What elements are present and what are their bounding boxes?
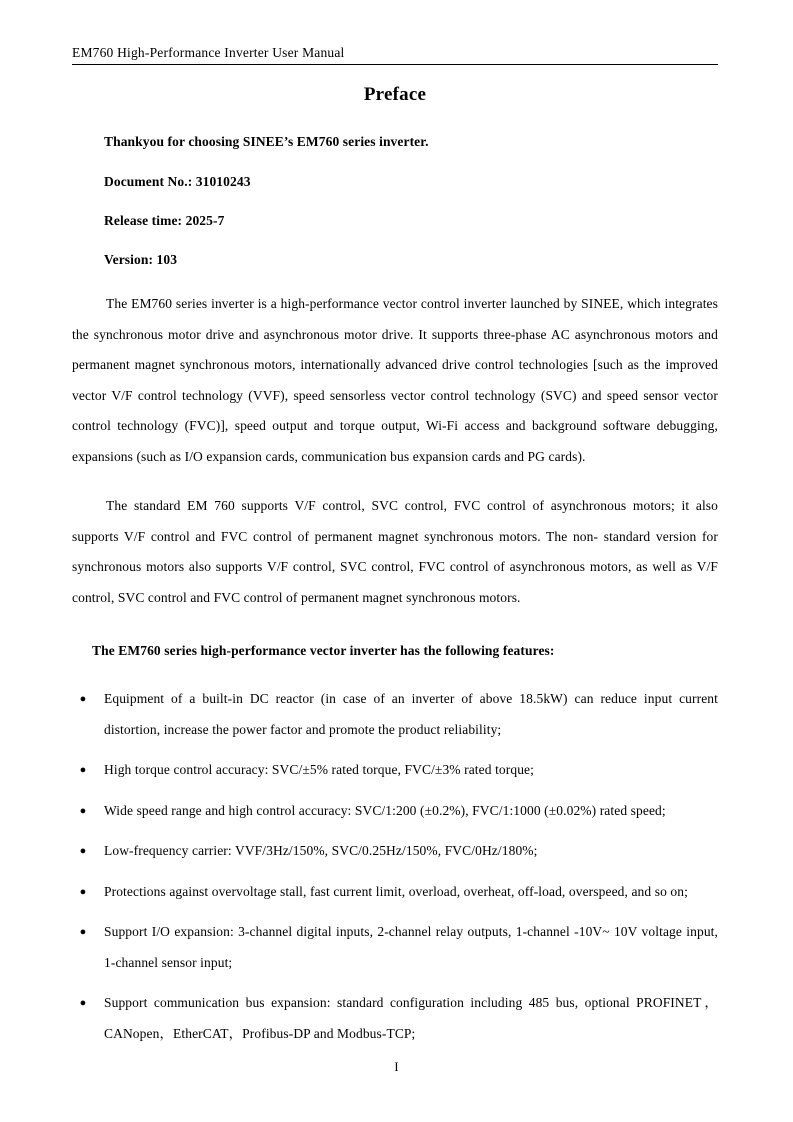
running-header-title: EM760 High-Performance Inverter User Manual xyxy=(72,45,345,60)
list-item-text: Support I/O expansion: 3-channel digital inputs, 2-channel relay outputs, 1-channel -10V~ 10V voltage input, 1-channel sensor input; xyxy=(104,924,718,970)
list-item-text: Wide speed range and high control accuracy: SVC/1:200 (±0.2%), FVC/1:1000 (±0.02%) rated speed; xyxy=(104,802,666,818)
release-time-line: Release time: 2025-7 xyxy=(104,213,225,228)
version-line: Version: 103 xyxy=(104,252,178,267)
bullet-icon: ● xyxy=(79,885,87,898)
front-matter-block xyxy=(72,132,718,269)
paragraph-intro: The EM760 series inverter is a high-performance vector control inverter launched by SINEE, which integrates the synchronous motor drive and asynchronous motor drive. It supports three-phase AC asynchronous motors and permanent magnet synchronous motors, internationally advanced drive control technologies [such as the improved vector V/F control technology (VVF), speed sensorless vector control technology (SVC) and speed sensor vector control technology (FVC)], speed output and torque output, Wi-Fi access and background software debugging, expansions (such as I/O expansion cards, communication bus expansion cards and PG cards). xyxy=(72,296,718,464)
list-item xyxy=(72,988,718,1049)
thanks-line: Thankyou for choosing SINEE’s EM760 series inverter. xyxy=(104,134,429,149)
list-item-text: Support communication bus expansion: standard configuration including 485 bus, optional PROFINET，CANopen，EtherCAT，Profibus-DP and Modbus-TCP; xyxy=(104,995,718,1041)
list-item xyxy=(72,796,718,827)
page-footer xyxy=(0,1058,793,1076)
list-item-text: High torque control accuracy: SVC/±5% rated torque, FVC/±3% rated torque; xyxy=(104,762,535,777)
features-heading: The EM760 series high-performance vector inverter has the following features: xyxy=(92,643,555,658)
list-item xyxy=(72,917,718,978)
bullet-icon: ● xyxy=(79,804,87,817)
list-item-text: Equipment of a built-in DC reactor (in case of an inverter of above 18.5kW) can reduce input current distortion, increase the power factor and promote the product reliability; xyxy=(104,691,718,737)
list-item-text: Protections against overvoltage stall, fast current limit, overload, overheat, off-load, overspeed, and so on; xyxy=(104,883,688,899)
page-number: I xyxy=(394,1060,399,1074)
list-item xyxy=(72,877,718,908)
list-item xyxy=(72,684,718,745)
features-list xyxy=(72,684,718,1049)
running-header xyxy=(72,44,718,65)
document-number-line: Document No.: 31010243 xyxy=(104,174,251,189)
bullet-icon: ● xyxy=(79,845,87,857)
list-item xyxy=(72,755,718,786)
paragraph-standard-support: The standard EM 760 supports V/F control, SVC control, FVC control of asynchronous motors; it also supports V/F control and FVC control of permanent magnet synchronous motors. The non- standard version for synchronous motors also supports V/F control, SVC control, FVC control of asynchronous motors, as well as V/F control, SVC control and FVC control of permanent magnet synchronous motors. xyxy=(72,498,718,605)
header-divider xyxy=(72,64,718,65)
page-title: Preface xyxy=(363,84,427,105)
list-item xyxy=(72,836,718,867)
bullet-icon: ● xyxy=(79,764,87,776)
document-body xyxy=(72,82,718,1049)
bullet-icon: ● xyxy=(79,997,87,1009)
list-item-text: Low-frequency carrier: VVF/3Hz/150%, SVC/0.25Hz/150%, FVC/0Hz/180%; xyxy=(104,843,538,858)
bullet-icon: ● xyxy=(79,693,87,705)
bullet-icon: ● xyxy=(79,926,87,938)
